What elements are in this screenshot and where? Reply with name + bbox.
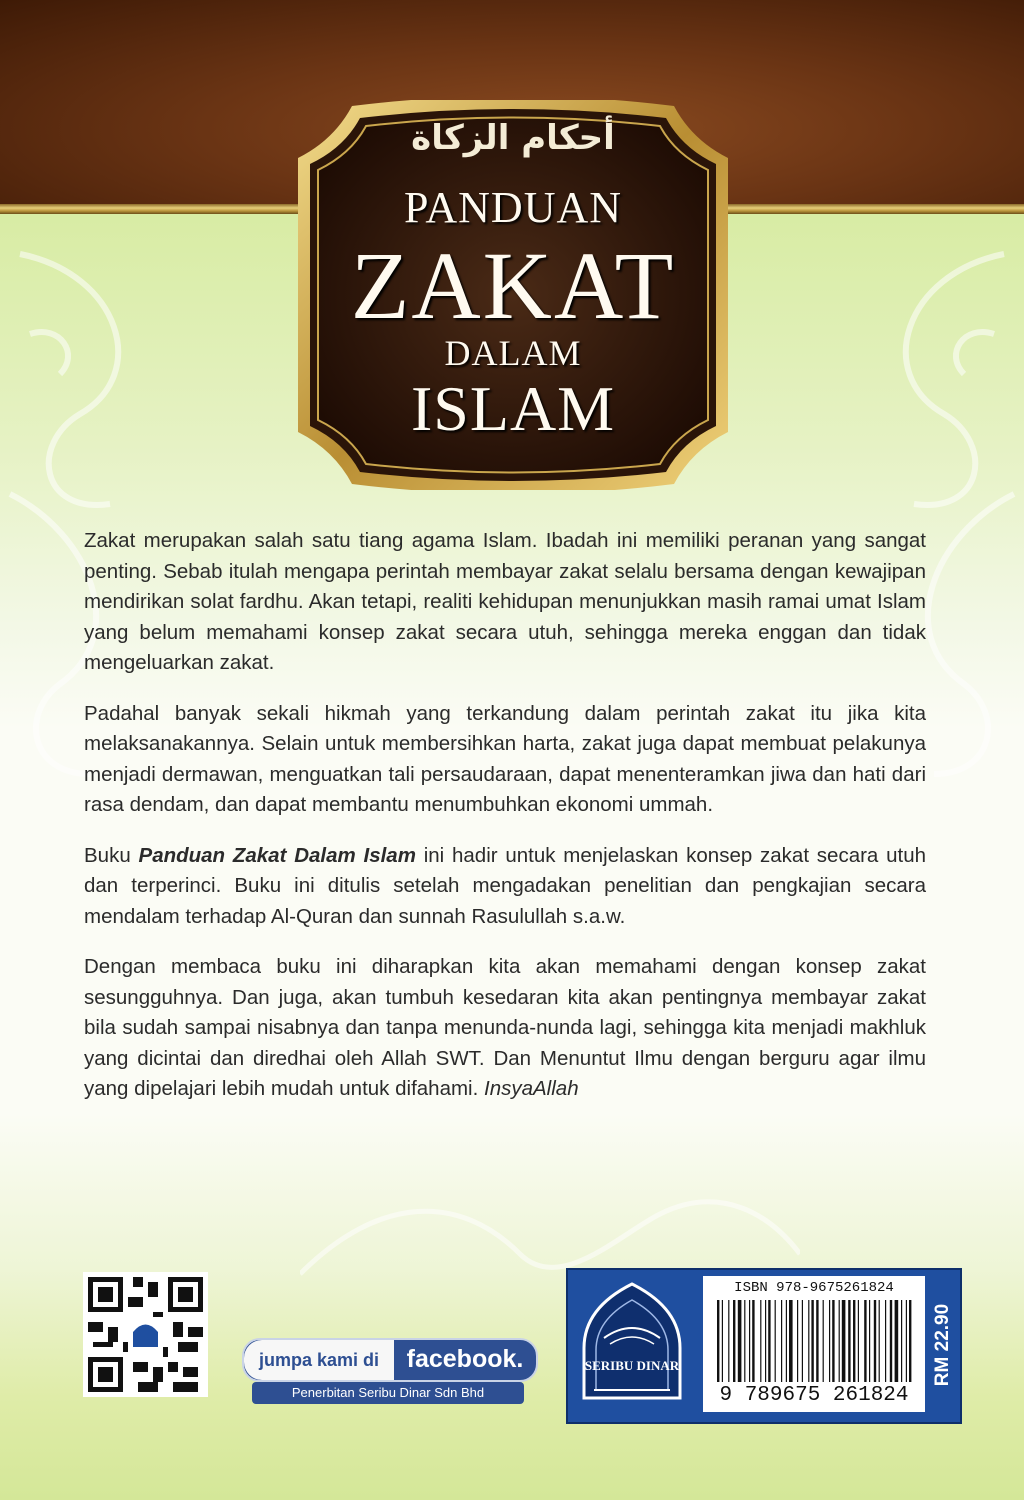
barcode-bar <box>853 1300 855 1382</box>
barcode-bar <box>829 1300 830 1382</box>
p3-start: Buku <box>84 843 139 867</box>
barcode-bar <box>733 1300 735 1382</box>
publisher-logo-text: SERIBU DINAR <box>584 1358 680 1373</box>
p4-text: Dengan membaca buku ini diharapkan kita akan memahami dengan konsep zakat sesungguhnya. Dan juga, akan tumbuh kesedaran kita akan pentingnya membayar zakat bila sudah sampai nisabnya dan tanpa menunda-nunda lagi, sehingga kita menjadi makhluk yang dicintai dan diredhai oleh Allah SWT. Dan Menuntut Ilmu dengan berguru agar ilmu yang dipelajari lebih mudah untuk difahami. <box>84 955 926 1100</box>
barcode-bar <box>789 1300 793 1382</box>
description-paragraph-3 <box>84 841 926 933</box>
barcode-bar <box>869 1300 870 1382</box>
barcode-bar <box>879 1300 880 1382</box>
barcode-bar <box>848 1300 850 1382</box>
p3-end: ini hadir untuk menjelaskan konsep zakat secara utuh dan terperinci. Buku ini ditulis setelah mengadakan penelitian dan pengkajian secara mendalam terhadap Al-Quran dan sunnah Rasulullah s.a.w. <box>84 843 927 928</box>
barcode-bar <box>744 1300 745 1382</box>
barcode-bar <box>802 1300 803 1382</box>
barcode-bar <box>781 1300 782 1382</box>
barcode-bar <box>885 1300 886 1382</box>
barcode-bar <box>749 1300 750 1382</box>
barcode-bar <box>768 1300 770 1382</box>
title-line-islam: ISLAM <box>410 373 616 444</box>
barcode-bar <box>760 1300 761 1382</box>
barcode-bar <box>906 1300 907 1382</box>
barcode-bar <box>832 1300 834 1382</box>
qr-code <box>83 1272 208 1397</box>
barcode-bar <box>823 1300 824 1382</box>
facebook-badge <box>242 1338 538 1382</box>
publisher-logo <box>574 1278 690 1408</box>
title-line-zakat: ZAKAT <box>350 232 676 339</box>
barcode-bar <box>864 1300 866 1382</box>
description-paragraph-1: Zakat merupakan salah satu tiang agama Islam. Ibadah ini memiliki peranan yang sangat penting. Sebab itulah mengapa perintah membayar zakat selalu bersama dengan kewajipan mendirikan solat fardhu. Akan tetapi, realiti kehidupan menunjukkan masih ramai umat Islam yang belum memahami konsep zakat secara utuh, sehingga mereka enggan dan tidak mengeluarkan zakat. <box>84 529 926 674</box>
barcode-bar <box>728 1300 729 1382</box>
isbn-label: ISBN 978-9675261824 <box>734 1280 894 1296</box>
facebook-wordmark: facebook. <box>406 1345 524 1373</box>
barcode-bar <box>895 1300 899 1382</box>
barcode-bar <box>808 1300 809 1382</box>
barcode-bar <box>874 1300 876 1382</box>
barcode-bar <box>839 1300 840 1382</box>
book-description <box>84 526 926 1125</box>
barcode-bar <box>816 1300 818 1382</box>
barcode-bar <box>752 1300 754 1382</box>
insyaallah-text: InsyaAllah <box>484 1077 579 1100</box>
description-paragraph-4 <box>84 952 926 1105</box>
barcode-bar <box>722 1300 723 1382</box>
isbn-barcode <box>703 1276 925 1412</box>
barcode-bar <box>858 1300 859 1382</box>
price-label <box>928 1278 958 1412</box>
book-title-inline: Panduan Zakat Dalam Islam <box>138 843 416 867</box>
isbn-number: 9 789675 261824 <box>719 1384 909 1407</box>
title-line-dalam: DALAM <box>444 333 582 373</box>
barcode-bar <box>842 1300 846 1382</box>
barcode-bar <box>775 1300 776 1382</box>
title-line-panduan: PANDUAN <box>403 183 623 232</box>
barcode-bar <box>797 1300 798 1382</box>
barcode-bar <box>909 1300 911 1382</box>
facebook-badge-left: jumpa kami di <box>244 1340 394 1380</box>
barcode-bar <box>811 1300 813 1382</box>
barcode-bar <box>786 1300 787 1382</box>
title-plaque <box>292 100 734 490</box>
price-text: RM 22.90 <box>932 1303 953 1387</box>
arabic-title: أحكام الزكاة <box>411 118 615 158</box>
barcode-bar <box>765 1300 766 1382</box>
barcode-bar <box>901 1300 902 1382</box>
publisher-company-name: Penerbitan Seribu Dinar Sdn Bhd <box>252 1382 524 1404</box>
dome-logo-icon <box>574 1278 690 1408</box>
qr-code-icon <box>83 1272 208 1397</box>
barcode-bar <box>717 1300 719 1382</box>
barcode-bar <box>738 1300 742 1382</box>
barcode-bar <box>890 1300 892 1382</box>
description-paragraph-2: Padahal banyak sekali hikmah yang terkandung dalam perintah zakat itu jika kita melaksanakannya. Selain untuk membersihkan harta, zakat juga dapat membuat pelakunya menjadi dermawan, menguatkan tali persaudaraan, dapat menenteramkan jiwa dan hati dari rasa dendam, dan dapat membantu menumbuhkan ekonomi ummah. <box>84 701 926 816</box>
